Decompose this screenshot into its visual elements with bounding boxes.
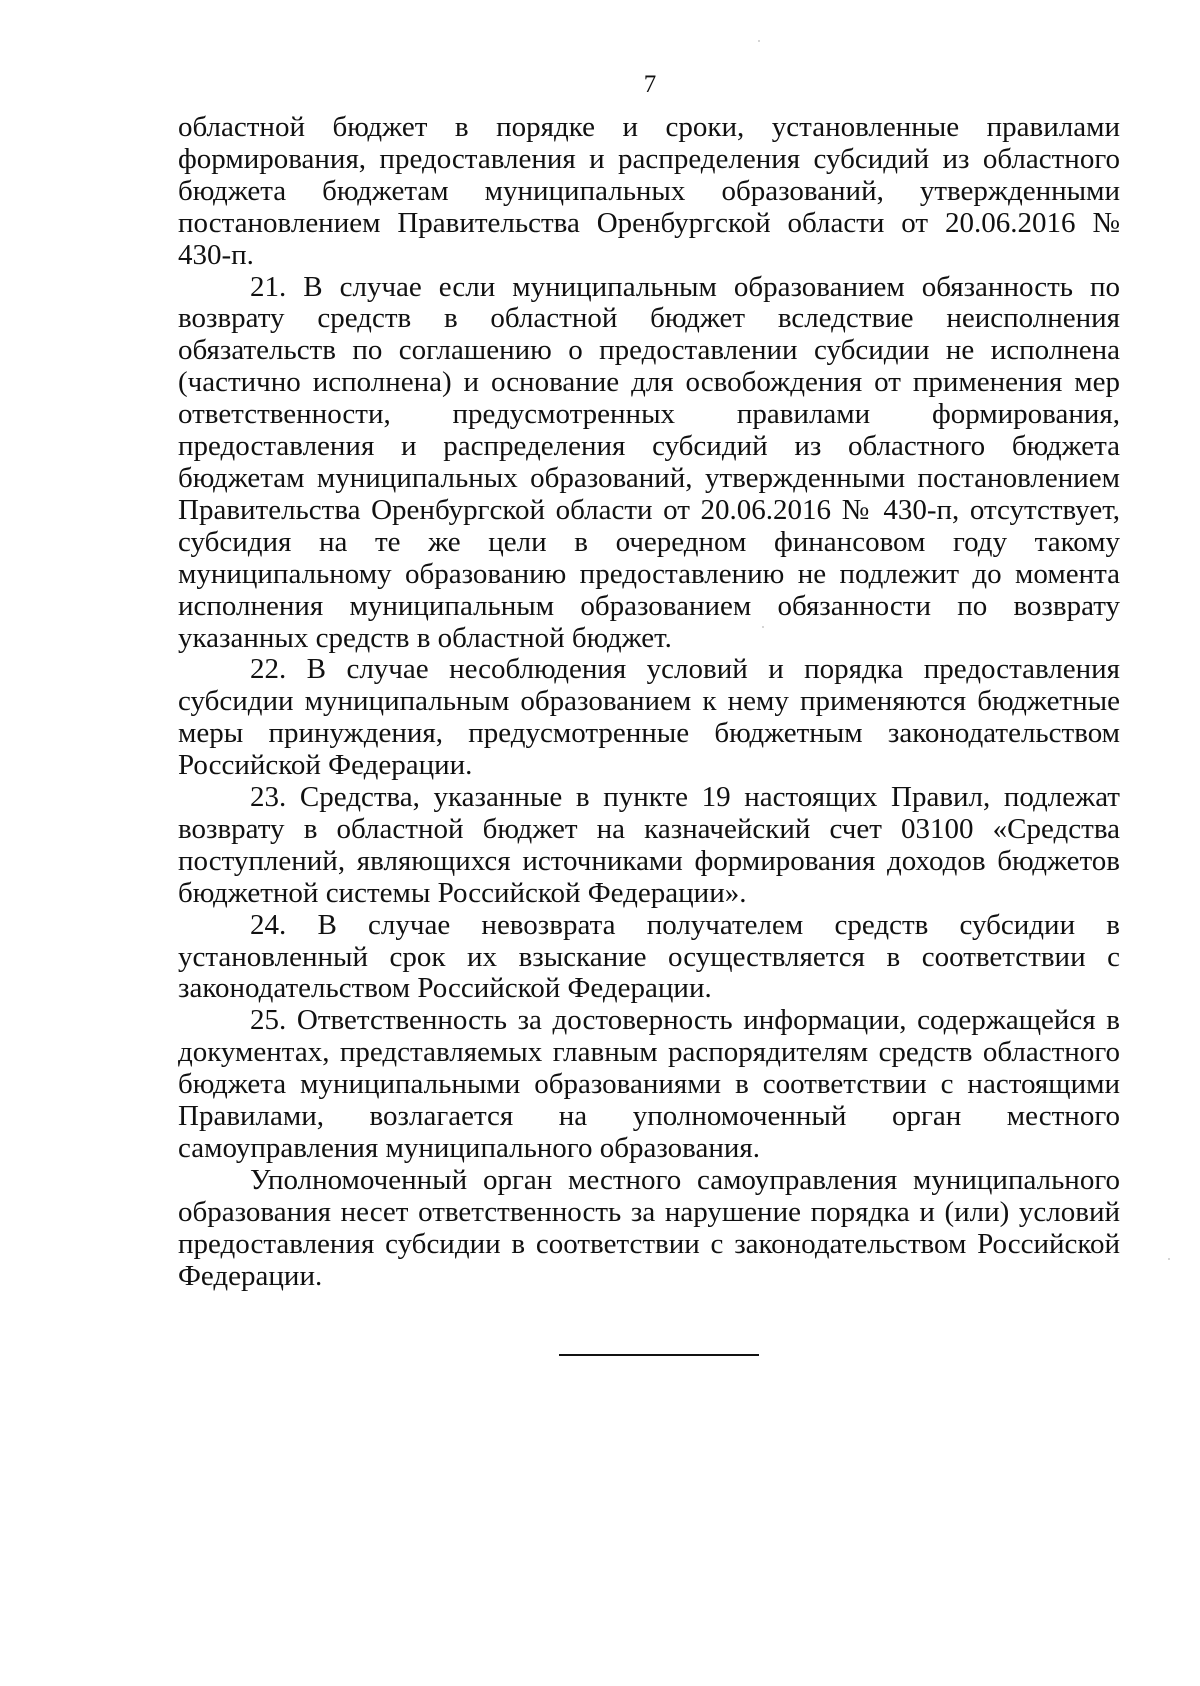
document-body [178, 112, 1120, 1293]
paragraph-25-continued: Уполномоченный орган местного самоуправления муниципального образования несет ответственность за нарушение порядка и (или) условий предоставления субсидии в соответствии с законодательством Российской Федерации. [178, 1163, 1120, 1292]
paragraph-22: 22. В случае несоблюдения условий и порядка предоставления субсидии муниципальным образованием к нему применяются бюджетные меры принуждения, предусмотренные бюджетным законодательством Российской Федерации. [178, 653, 1120, 782]
page-number: 7 [643, 71, 657, 98]
scan-speck [762, 626, 764, 628]
paragraph-continuation: областной бюджет в порядке и сроки, установленные правилами формирования, предоставления и распределения субсидий из областного бюджета бюджетам муниципальных образований, утвержденными постановлением Правительства Оренбургской области от 20.06.2016 № 430-п. [178, 111, 1120, 271]
paragraph-24: 24. В случае невозврата получателем средств субсидии в установленный срок их взыскание осуществляется в соответствии с законодательством Российской Федерации. [178, 908, 1120, 1005]
paragraph-21: 21. В случае если муниципальным образованием обязанность по возврату средств в областной бюджет вследствие неисполнения обязательств по соглашению о предоставлении субсидии не исполнена (частично исполнена) и основание для освобождения от применения мер ответственности, предусмотренных правилами формирования, предоставления и распределения субсидий из областного бюджета бюджетам муниципальных образований, утвержденными постановлением Правительства Оренбургской области от 20.06.2016 № 430-п, отсутствует, субсидия на те же цели в очередном финансовом году такому муниципальному образованию предоставлению не подлежит до момента исполнения муниципальным образованием обязанности по возврату указанных средств в областной бюджет. [178, 270, 1120, 654]
end-of-text-rule [559, 1354, 759, 1356]
paragraph-25: 25. Ответственность за достоверность информации, содержащейся в документах, представляемых главным распорядителям средств областного бюджета муниципальными образованиями в соответствии с настоящими Правилами, возлагается на уполномоченный орган местного самоуправления муниципального образования. [178, 1004, 1120, 1164]
paragraph-23: 23. Средства, указанные в пункте 19 настоящих Правил, подлежат возврату в областной бюджет на казначейский счет 03100 «Средства поступлений, являющихся источниками формирования доходов бюджетов бюджетной системы Российской Федерации». [178, 781, 1120, 909]
scan-speck [1168, 1258, 1170, 1260]
scan-speck [758, 40, 760, 42]
